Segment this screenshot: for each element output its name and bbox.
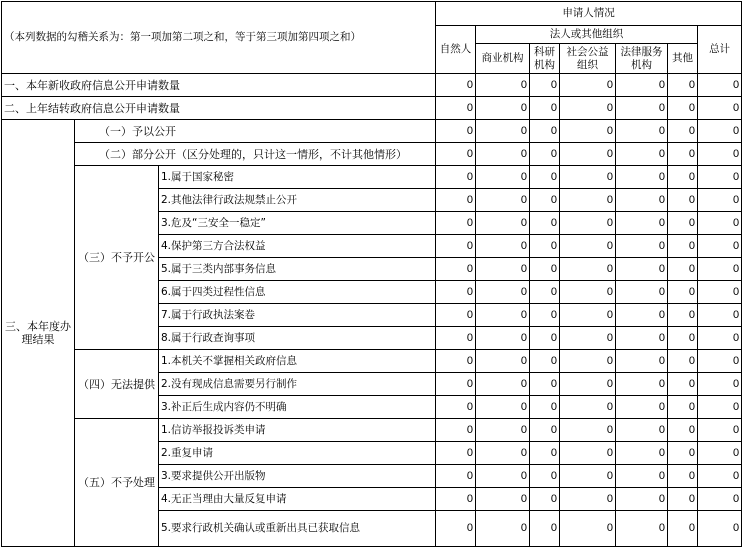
cell-value: 0 [616,258,668,281]
cell-value: 0 [698,442,742,465]
cell-value: 0 [476,74,530,97]
item-label: 8.属于行政查询事项 [159,327,436,350]
item-label: 4.无正当理由大量反复申请 [159,488,436,511]
cell-value: 0 [616,396,668,419]
cell-value: 0 [436,396,476,419]
cell-value: 0 [560,442,616,465]
cell-value: 0 [616,350,668,373]
cell-value: 0 [530,350,560,373]
table-row [2,143,742,166]
table-note: （本列数据的勾稽关系为：第一项加第二项之和，等于第三项加第四项之和） [2,2,436,74]
cell-value: 0 [476,511,530,547]
applicant-situation-header: 申请人情况 [436,2,742,26]
group-label: （三）不予开公 [75,166,159,350]
disclosure-statistics-table [1,1,742,547]
cell-value: 0 [436,419,476,442]
cell-value: 0 [530,442,560,465]
cell-value: 0 [616,373,668,396]
cell-value: 0 [668,350,698,373]
cell-value: 0 [530,258,560,281]
natural-person-header: 自然人 [436,26,476,74]
cell-value: 0 [436,350,476,373]
cell-value: 0 [668,235,698,258]
cell-value: 0 [668,166,698,189]
cell-value: 0 [616,304,668,327]
cell-value: 0 [616,166,668,189]
cell-value: 0 [530,488,560,511]
legal-service-header: 法律服务机构 [616,44,668,74]
cell-value: 0 [476,166,530,189]
cell-value: 0 [560,235,616,258]
table-row [2,97,742,120]
cell-value: 0 [698,212,742,235]
cell-value: 0 [530,235,560,258]
cell-value: 0 [476,396,530,419]
cell-value: 0 [616,442,668,465]
cell-value: 0 [616,465,668,488]
cell-value: 0 [476,212,530,235]
business-header: 商业机构 [476,44,530,74]
cell-value: 0 [530,97,560,120]
cell-value: 0 [530,511,560,547]
cell-value: 0 [436,258,476,281]
table-row [2,74,742,97]
cell-value: 0 [476,97,530,120]
table-row [2,350,742,373]
cell-value: 0 [560,120,616,143]
cell-value: 0 [668,488,698,511]
cell-value: 0 [668,304,698,327]
cell-value: 0 [616,97,668,120]
cell-value: 0 [530,281,560,304]
total-header: 总计 [698,26,742,74]
cell-value: 0 [476,373,530,396]
cell-value: 0 [668,258,698,281]
cell-value: 0 [560,166,616,189]
cell-value: 0 [560,488,616,511]
cell-value: 0 [436,189,476,212]
cell-value: 0 [530,212,560,235]
cell-value: 0 [668,120,698,143]
item-label: 4.保护第三方合法权益 [159,235,436,258]
cell-value: 0 [476,350,530,373]
table-row [2,166,742,189]
cell-value: 0 [560,396,616,419]
item-label: 6.属于四类过程性信息 [159,281,436,304]
cell-value: 0 [436,373,476,396]
cell-value: 0 [698,235,742,258]
cell-value: 0 [668,74,698,97]
cell-value: 0 [698,258,742,281]
cell-value: 0 [476,327,530,350]
item-label: 2.其他法律行政法规禁止公开 [159,189,436,212]
item-label: 5.属于三类内部事务信息 [159,258,436,281]
cell-value: 0 [616,327,668,350]
table-row [2,419,742,442]
cell-value: 0 [668,442,698,465]
cell-value: 0 [530,74,560,97]
cell-value: 0 [560,419,616,442]
cell-value: 0 [436,327,476,350]
cell-value: 0 [698,396,742,419]
cell-value: 0 [668,373,698,396]
cell-value: 0 [560,212,616,235]
cell-value: 0 [476,189,530,212]
cell-value: 0 [530,373,560,396]
cell-value: 0 [436,511,476,547]
item-label: 1.本机关不掌握相关政府信息 [159,350,436,373]
row-label: 一、本年新收政府信息公开申请数量 [2,74,436,97]
item-label: 2.重复申请 [159,442,436,465]
item-label: 3.补正后生成内容仍不明确 [159,396,436,419]
cell-value: 0 [616,281,668,304]
cell-value: 0 [668,97,698,120]
cell-value: 0 [560,143,616,166]
cell-value: 0 [476,120,530,143]
cell-value: 0 [560,304,616,327]
table-row [2,120,742,143]
cell-value: 0 [436,465,476,488]
cell-value: 0 [616,189,668,212]
cell-value: 0 [698,350,742,373]
cell-value: 0 [616,120,668,143]
item-label: 5.要求行政机关确认或重新出具已获取信息 [159,511,436,547]
group-label: （四）无法提供 [75,350,159,419]
group-label: （一）予以公开 [75,120,436,143]
cell-value: 0 [668,419,698,442]
other-header: 其他 [668,44,698,74]
cell-value: 0 [436,212,476,235]
cell-value: 0 [476,419,530,442]
cell-value: 0 [530,189,560,212]
item-label: 1.属于国家秘密 [159,166,436,189]
cell-value: 0 [668,511,698,547]
cell-value: 0 [698,304,742,327]
cell-value: 0 [668,465,698,488]
cell-value: 0 [616,74,668,97]
cell-value: 0 [698,97,742,120]
cell-value: 0 [560,189,616,212]
item-label: 1.信访举报投诉类申请 [159,419,436,442]
cell-value: 0 [436,166,476,189]
cell-value: 0 [668,396,698,419]
cell-value: 0 [530,143,560,166]
cell-value: 0 [616,143,668,166]
item-label: 7.属于行政执法案卷 [159,304,436,327]
cell-value: 0 [476,304,530,327]
cell-value: 0 [436,442,476,465]
cell-value: 0 [530,419,560,442]
cell-value: 0 [530,465,560,488]
cell-value: 0 [436,120,476,143]
cell-value: 0 [476,442,530,465]
cell-value: 0 [560,327,616,350]
cell-value: 0 [476,281,530,304]
cell-value: 0 [436,235,476,258]
cell-value: 0 [668,281,698,304]
cell-value: 0 [476,465,530,488]
legal-group-header: 法人或其他组织 [476,26,698,44]
section-three-label: 三、本年度办理结果 [2,120,75,547]
cell-value: 0 [668,143,698,166]
cell-value: 0 [668,212,698,235]
cell-value: 0 [616,235,668,258]
cell-value: 0 [616,212,668,235]
item-label: 3.要求提供公开出版物 [159,465,436,488]
cell-value: 0 [476,488,530,511]
cell-value: 0 [476,258,530,281]
group-label: （二）部分公开（区分处理的，只计这一情形，不计其他情形） [75,143,436,166]
cell-value: 0 [698,120,742,143]
cell-value: 0 [560,97,616,120]
cell-value: 0 [436,304,476,327]
cell-value: 0 [698,465,742,488]
cell-value: 0 [698,373,742,396]
cell-value: 0 [560,350,616,373]
cell-value: 0 [698,281,742,304]
cell-value: 0 [616,419,668,442]
cell-value: 0 [698,511,742,547]
cell-value: 0 [698,419,742,442]
cell-value: 0 [668,189,698,212]
cell-value: 0 [698,166,742,189]
cell-value: 0 [530,120,560,143]
social-header: 社会公益组织 [560,44,616,74]
cell-value: 0 [616,511,668,547]
cell-value: 0 [698,488,742,511]
cell-value: 0 [530,396,560,419]
cell-value: 0 [698,143,742,166]
cell-value: 0 [560,74,616,97]
cell-value: 0 [530,166,560,189]
cell-value: 0 [476,143,530,166]
cell-value: 0 [616,488,668,511]
cell-value: 0 [698,189,742,212]
cell-value: 0 [698,327,742,350]
cell-value: 0 [436,74,476,97]
cell-value: 0 [560,373,616,396]
cell-value: 0 [560,281,616,304]
group-label: （五）不予处理 [75,419,159,547]
cell-value: 0 [698,74,742,97]
item-label: 2.没有现成信息需要另行制作 [159,373,436,396]
row-label: 二、上年结转政府信息公开申请数量 [2,97,436,120]
research-header: 科研机构 [530,44,560,74]
cell-value: 0 [436,488,476,511]
cell-value: 0 [436,143,476,166]
item-label: 3.危及“三安全一稳定” [159,212,436,235]
cell-value: 0 [560,465,616,488]
cell-value: 0 [436,97,476,120]
cell-value: 0 [530,327,560,350]
cell-value: 0 [560,258,616,281]
cell-value: 0 [560,511,616,547]
cell-value: 0 [476,235,530,258]
cell-value: 0 [436,281,476,304]
cell-value: 0 [530,304,560,327]
cell-value: 0 [668,327,698,350]
